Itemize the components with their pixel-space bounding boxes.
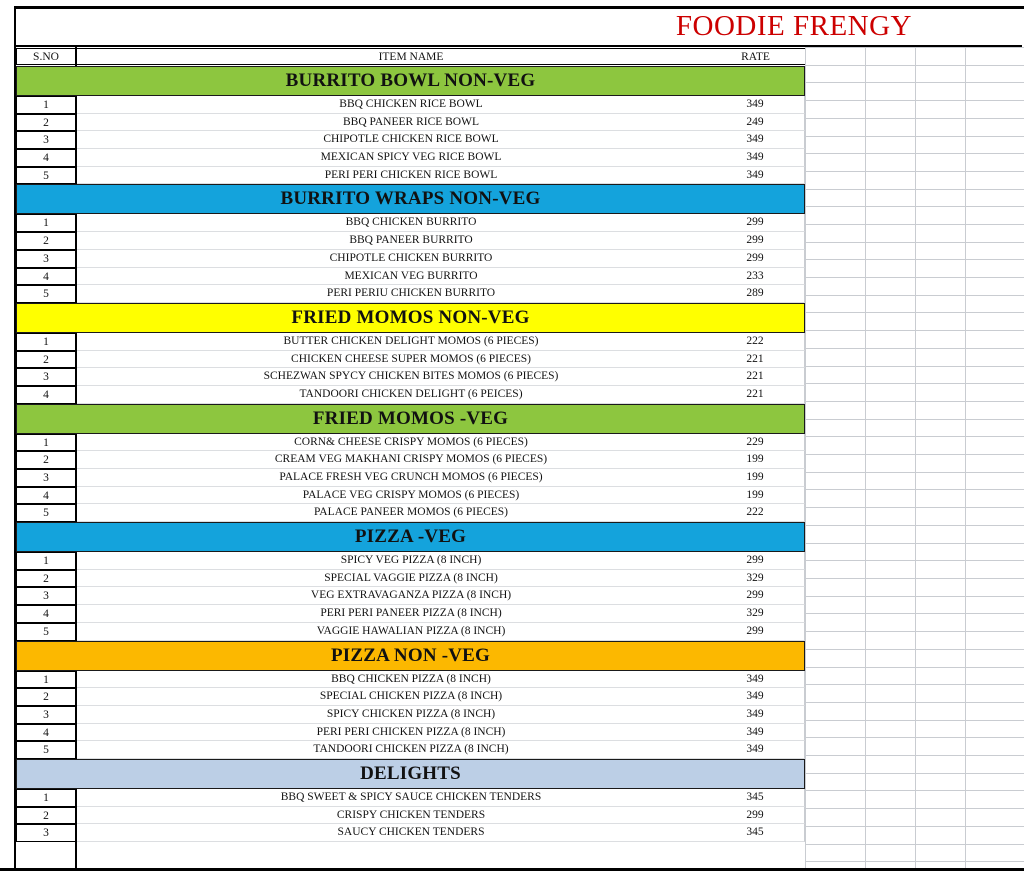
cell-serial-number: 4 bbox=[16, 724, 76, 742]
grid-row-divider bbox=[805, 383, 1024, 384]
table-row bbox=[16, 587, 805, 605]
cell-item-name: PALACE FRESH VEG CRUNCH MOMOS (6 PIECES) bbox=[77, 469, 745, 487]
sheet-bottom-border bbox=[0, 868, 1024, 871]
grid-row-divider bbox=[805, 489, 1024, 490]
cell-item-name: CHIPOTLE CHICKEN BURRITO bbox=[77, 250, 745, 268]
grid-column-divider-0 bbox=[805, 47, 806, 870]
cell-item-name: PERI PERI CHICKEN RICE BOWL bbox=[77, 167, 745, 185]
grid-row-divider bbox=[805, 171, 1024, 172]
cell-serial-number: 3 bbox=[16, 587, 76, 605]
table-row bbox=[16, 552, 805, 570]
grid-row-divider bbox=[805, 224, 1024, 225]
cell-item-name: PALACE PANEER MOMOS (6 PIECES) bbox=[77, 504, 745, 522]
cell-serial-number: 1 bbox=[16, 671, 76, 689]
grid-row-divider bbox=[805, 649, 1024, 650]
table-row bbox=[16, 706, 805, 724]
cell-rate: 299 bbox=[706, 214, 805, 232]
grid-row-divider bbox=[805, 844, 1024, 845]
cell-serial-number: 5 bbox=[16, 623, 76, 641]
cell-item-name: CHIPOTLE CHICKEN RICE BOWL bbox=[77, 131, 745, 149]
cell-item-name: SCHEZWAN SPYCY CHICKEN BITES MOMOS (6 PIECES) bbox=[77, 368, 745, 386]
table-row bbox=[16, 386, 805, 404]
cell-item-name: CHICKEN CHEESE SUPER MOMOS (6 PIECES) bbox=[77, 351, 745, 369]
grid-row-divider bbox=[805, 118, 1024, 119]
grid-row-divider bbox=[805, 348, 1024, 349]
grid-column-divider-1 bbox=[865, 47, 866, 870]
table-row bbox=[16, 671, 805, 689]
grid-row-divider bbox=[805, 737, 1024, 738]
cell-item-name: SAUCY CHICKEN TENDERS bbox=[77, 824, 745, 842]
grid-row-divider bbox=[805, 153, 1024, 154]
grid-row-divider bbox=[805, 702, 1024, 703]
cell-item-name: PERI PERIU CHICKEN BURRITO bbox=[77, 285, 745, 303]
cell-serial-number: 1 bbox=[16, 789, 76, 807]
cell-rate: 349 bbox=[706, 671, 805, 689]
cell-serial-number: 1 bbox=[16, 333, 76, 351]
menu-table-body bbox=[16, 66, 805, 842]
section-title: FRIED MOMOS NON-VEG bbox=[291, 306, 530, 328]
cell-serial-number: 2 bbox=[16, 688, 76, 706]
cell-rate: 299 bbox=[706, 807, 805, 825]
section-title: FRIED MOMOS -VEG bbox=[312, 407, 509, 429]
grid-row-divider bbox=[805, 861, 1024, 862]
cell-rate: 222 bbox=[706, 504, 805, 522]
cell-rate: 249 bbox=[706, 114, 805, 132]
table-row bbox=[16, 469, 805, 487]
table-row bbox=[16, 434, 805, 452]
cell-rate: 299 bbox=[706, 250, 805, 268]
cell-item-name: BBQ PANEER BURRITO bbox=[77, 232, 745, 250]
cell-item-name: BBQ CHICKEN BURRITO bbox=[77, 214, 745, 232]
cell-serial-number: 3 bbox=[16, 469, 76, 487]
grid-row-divider bbox=[805, 65, 1024, 66]
cell-rate: 221 bbox=[706, 386, 805, 404]
cell-serial-number: 4 bbox=[16, 487, 76, 505]
table-row bbox=[16, 214, 805, 232]
section-title: DELIGHTS bbox=[360, 762, 461, 784]
cell-item-name: TANDOORI CHICKEN DELIGHT (6 PEICES) bbox=[77, 386, 745, 404]
grid-row-divider bbox=[805, 684, 1024, 685]
cell-rate: 349 bbox=[706, 167, 805, 185]
grid-row-divider bbox=[805, 312, 1024, 313]
cell-serial-number: 3 bbox=[16, 250, 76, 268]
table-row bbox=[16, 351, 805, 369]
table-row bbox=[16, 268, 805, 286]
cell-rate: 329 bbox=[706, 570, 805, 588]
table-row bbox=[16, 504, 805, 522]
cell-rate: 349 bbox=[706, 96, 805, 114]
grid-row-divider bbox=[805, 525, 1024, 526]
cell-item-name: BUTTER CHICKEN DELIGHT MOMOS (6 PIECES) bbox=[77, 333, 745, 351]
table-row bbox=[16, 114, 805, 132]
grid-row-divider bbox=[805, 543, 1024, 544]
table-row bbox=[16, 605, 805, 623]
cell-item-name: BBQ SWEET & SPICY SAUCE CHICKEN TENDERS bbox=[77, 789, 745, 807]
cell-rate: 221 bbox=[706, 351, 805, 369]
section-header-row bbox=[16, 404, 805, 434]
cell-serial-number: 4 bbox=[16, 149, 76, 167]
grid-row-divider bbox=[805, 560, 1024, 561]
section-header-row bbox=[16, 759, 805, 789]
cell-rate: 299 bbox=[706, 552, 805, 570]
grid-row-divider bbox=[805, 189, 1024, 190]
table-row bbox=[16, 824, 805, 842]
cell-rate: 345 bbox=[706, 789, 805, 807]
cell-item-name: BBQ CHICKEN PIZZA (8 INCH) bbox=[77, 671, 745, 689]
grid-row-divider bbox=[805, 100, 1024, 101]
column-header-rate: RATE bbox=[706, 48, 805, 65]
table-row bbox=[16, 623, 805, 641]
cell-serial-number: 4 bbox=[16, 605, 76, 623]
cell-rate: 349 bbox=[706, 724, 805, 742]
cell-rate: 199 bbox=[706, 469, 805, 487]
table-row bbox=[16, 96, 805, 114]
grid-row-divider bbox=[805, 206, 1024, 207]
cell-rate: 349 bbox=[706, 706, 805, 724]
table-row bbox=[16, 167, 805, 185]
cell-item-name: CRISPY CHICKEN TENDERS bbox=[77, 807, 745, 825]
table-row bbox=[16, 131, 805, 149]
table-row bbox=[16, 149, 805, 167]
table-row bbox=[16, 789, 805, 807]
table-row bbox=[16, 807, 805, 825]
cell-rate: 329 bbox=[706, 605, 805, 623]
cell-serial-number: 2 bbox=[16, 351, 76, 369]
cell-item-name: MEXICAN VEG BURRITO bbox=[77, 268, 745, 286]
cell-serial-number: 4 bbox=[16, 268, 76, 286]
cell-rate: 199 bbox=[706, 487, 805, 505]
table-row bbox=[16, 741, 805, 759]
grid-row-divider bbox=[805, 826, 1024, 827]
cell-serial-number: 5 bbox=[16, 167, 76, 185]
cell-item-name: BBQ PANEER RICE BOWL bbox=[77, 114, 745, 132]
cell-serial-number: 1 bbox=[16, 434, 76, 452]
cell-item-name: CORN& CHEESE CRISPY MOMOS (6 PIECES) bbox=[77, 434, 745, 452]
cell-item-name: SPECIAL CHICKEN PIZZA (8 INCH) bbox=[77, 688, 745, 706]
section-header-row bbox=[16, 66, 805, 96]
section-header-row bbox=[16, 184, 805, 214]
cell-serial-number: 1 bbox=[16, 214, 76, 232]
grid-row-divider bbox=[805, 47, 1024, 48]
table-row bbox=[16, 285, 805, 303]
cell-serial-number: 5 bbox=[16, 504, 76, 522]
cell-serial-number: 2 bbox=[16, 807, 76, 825]
grid-row-divider bbox=[805, 136, 1024, 137]
cell-serial-number: 5 bbox=[16, 741, 76, 759]
grid-row-divider bbox=[805, 578, 1024, 579]
cell-rate: 345 bbox=[706, 824, 805, 842]
table-row bbox=[16, 232, 805, 250]
column-header-sno: S.NO bbox=[16, 48, 76, 65]
cell-rate: 349 bbox=[706, 131, 805, 149]
cell-item-name: PERI PERI PANEER PIZZA (8 INCH) bbox=[77, 605, 745, 623]
cell-item-name: PALACE VEG CRISPY MOMOS (6 PIECES) bbox=[77, 487, 745, 505]
column-header-item-name: ITEM NAME bbox=[77, 48, 745, 65]
section-title: BURRITO WRAPS NON-VEG bbox=[280, 188, 541, 210]
cell-serial-number: 5 bbox=[16, 285, 76, 303]
grid-row-divider bbox=[805, 277, 1024, 278]
table-row bbox=[16, 487, 805, 505]
grid-row-divider bbox=[805, 330, 1024, 331]
grid-row-divider bbox=[805, 631, 1024, 632]
grid-row-divider bbox=[805, 401, 1024, 402]
cell-rate: 349 bbox=[706, 741, 805, 759]
cell-rate: 349 bbox=[706, 149, 805, 167]
grid-row-divider bbox=[805, 507, 1024, 508]
cell-rate: 289 bbox=[706, 285, 805, 303]
grid-row-divider bbox=[805, 596, 1024, 597]
grid-row-divider bbox=[805, 613, 1024, 614]
grid-row-divider bbox=[805, 366, 1024, 367]
cell-rate: 222 bbox=[706, 333, 805, 351]
cell-serial-number: 3 bbox=[16, 824, 76, 842]
table-row bbox=[16, 688, 805, 706]
grid-row-divider bbox=[805, 259, 1024, 260]
grid-row-divider bbox=[805, 295, 1024, 296]
grid-column-divider-2 bbox=[915, 47, 916, 870]
title-row bbox=[16, 9, 1022, 47]
cell-serial-number: 2 bbox=[16, 451, 76, 469]
grid-row-divider bbox=[805, 436, 1024, 437]
page-title: FOODIE FRENGY bbox=[675, 10, 912, 42]
cell-rate: 221 bbox=[706, 368, 805, 386]
grid-row-divider bbox=[805, 472, 1024, 473]
section-header-row bbox=[16, 522, 805, 552]
cell-item-name: VEG EXTRAVAGANZA PIZZA (8 INCH) bbox=[77, 587, 745, 605]
cell-item-name: SPECIAL VAGGIE PIZZA (8 INCH) bbox=[77, 570, 745, 588]
cell-rate: 233 bbox=[706, 268, 805, 286]
grid-row-divider bbox=[805, 755, 1024, 756]
grid-row-divider bbox=[805, 790, 1024, 791]
grid-column-divider-3 bbox=[965, 47, 966, 870]
cell-item-name: BBQ CHICKEN RICE BOWL bbox=[77, 96, 745, 114]
cell-rate: 199 bbox=[706, 451, 805, 469]
table-row bbox=[16, 724, 805, 742]
table-row bbox=[16, 333, 805, 351]
grid-row-divider bbox=[805, 454, 1024, 455]
cell-item-name: PERI PERI CHICKEN PIZZA (8 INCH) bbox=[77, 724, 745, 742]
cell-serial-number: 3 bbox=[16, 131, 76, 149]
cell-item-name: VAGGIE HAWALIAN PIZZA (8 INCH) bbox=[77, 623, 745, 641]
cell-item-name: TANDOORI CHICKEN PIZZA (8 INCH) bbox=[77, 741, 745, 759]
cell-rate: 299 bbox=[706, 587, 805, 605]
section-header-row bbox=[16, 641, 805, 671]
cell-rate: 229 bbox=[706, 434, 805, 452]
cell-rate: 349 bbox=[706, 688, 805, 706]
table-row bbox=[16, 250, 805, 268]
cell-serial-number: 3 bbox=[16, 706, 76, 724]
cell-rate: 299 bbox=[706, 623, 805, 641]
cell-serial-number: 3 bbox=[16, 368, 76, 386]
cell-serial-number: 2 bbox=[16, 570, 76, 588]
grid-row-divider bbox=[805, 773, 1024, 774]
section-header-row bbox=[16, 303, 805, 333]
grid-row-divider bbox=[805, 808, 1024, 809]
cell-serial-number: 1 bbox=[16, 96, 76, 114]
grid-row-divider bbox=[805, 667, 1024, 668]
cell-serial-number: 2 bbox=[16, 114, 76, 132]
table-row bbox=[16, 570, 805, 588]
grid-row-divider bbox=[805, 82, 1024, 83]
table-row bbox=[16, 451, 805, 469]
cell-item-name: CREAM VEG MAKHANI CRISPY MOMOS (6 PIECES) bbox=[77, 451, 745, 469]
section-title: BURRITO BOWL NON-VEG bbox=[285, 70, 536, 91]
section-title: PIZZA NON -VEG bbox=[330, 644, 491, 666]
cell-item-name: MEXICAN SPICY VEG RICE BOWL bbox=[77, 149, 745, 167]
cell-serial-number: 4 bbox=[16, 386, 76, 404]
grid-row-divider bbox=[805, 242, 1024, 243]
grid-row-divider bbox=[805, 419, 1024, 420]
table-row bbox=[16, 368, 805, 386]
section-title: PIZZA -VEG bbox=[354, 526, 467, 548]
cell-serial-number: 1 bbox=[16, 552, 76, 570]
table-header-row bbox=[16, 48, 805, 65]
cell-rate: 299 bbox=[706, 232, 805, 250]
cell-item-name: SPICY CHICKEN PIZZA (8 INCH) bbox=[77, 706, 745, 724]
grid-row-divider bbox=[805, 720, 1024, 721]
cell-item-name: SPICY VEG PIZZA (8 INCH) bbox=[77, 552, 745, 570]
cell-serial-number: 2 bbox=[16, 232, 76, 250]
